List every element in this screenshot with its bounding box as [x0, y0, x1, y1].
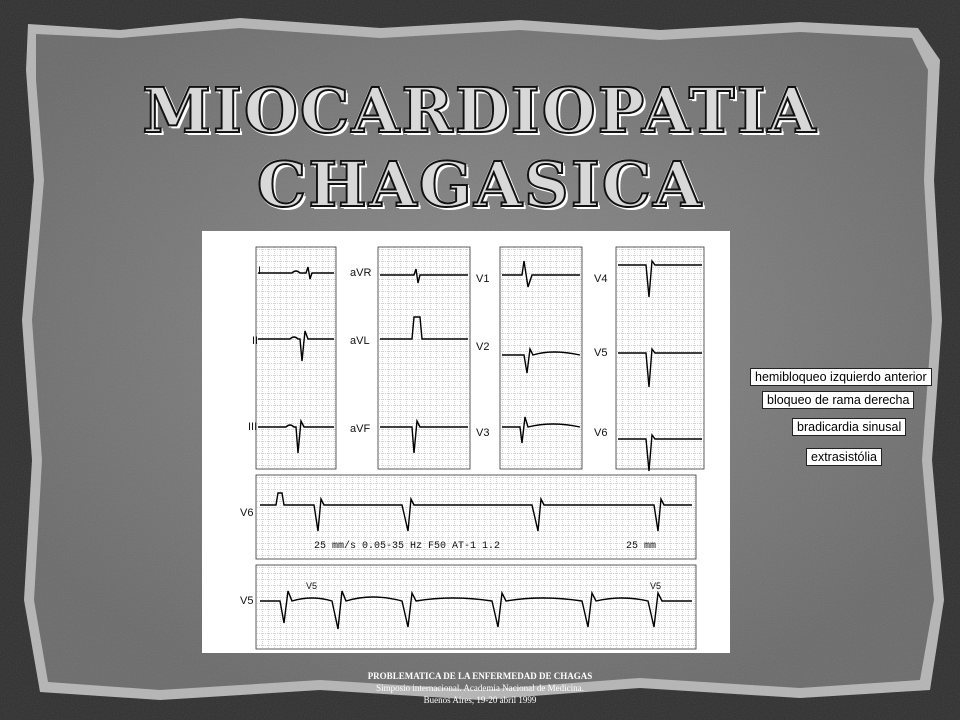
grid-strip-chest-1	[500, 247, 582, 469]
ecg-settings-text: 25 mm/s 0.05-35 Hz F50 AT-1 1.2	[314, 541, 501, 552]
label-bradicardia: bradicardia sinusal	[792, 418, 906, 436]
footer-line-2: Simposio internacional. Academia Nacional de Medicina.	[376, 683, 584, 693]
lead-label-rhythm-V5: V5	[240, 595, 254, 607]
footer-line-1: PROBLEMATICA DE LA ENFERMEDAD DE CHAGAS	[367, 671, 593, 681]
lead-label-aVL: aVL	[350, 335, 370, 347]
lead-label-aVR: aVR	[350, 267, 372, 279]
rhythm-marker-v5-b: V5	[650, 581, 662, 591]
footer-citation	[330, 670, 630, 706]
label-hemibloqueo: hemibloqueo izquierdo anterior	[750, 368, 932, 386]
lead-label-V4: V4	[594, 273, 608, 285]
rhythm-marker-v5-a: V5	[306, 581, 318, 591]
label-bloqueo-rama: bloqueo de rama derecha	[762, 391, 914, 409]
ecg-image	[202, 231, 730, 653]
slide-title-line-1: MIOCARDIOPATIA	[142, 74, 818, 147]
lead-label-II: II	[252, 335, 259, 347]
lead-label-V1: V1	[476, 273, 490, 285]
footer-line-3: Buenos Aires, 19-20 abril 1999	[423, 695, 537, 705]
lead-label-III: III	[248, 421, 258, 433]
lead-label-V5: V5	[594, 347, 608, 359]
lead-label-V2: V2	[476, 341, 490, 353]
label-extrasistolia: extrasistólia	[806, 448, 882, 466]
lead-label-rhythm-V6: V6	[240, 507, 254, 519]
lead-label-V3: V3	[476, 427, 490, 439]
grid-strip-chest-2	[616, 247, 704, 469]
lead-label-V6: V6	[594, 427, 608, 439]
grid-strip-limb-2	[378, 247, 470, 469]
slide-title-line-2: CHAGASICA	[256, 148, 704, 221]
grid-strip-rhythm-v5	[256, 565, 696, 649]
ecg-speed-text: 25 mm	[626, 541, 657, 552]
lead-label-aVF: aVF	[350, 423, 371, 435]
lead-label-I: I	[258, 265, 262, 277]
